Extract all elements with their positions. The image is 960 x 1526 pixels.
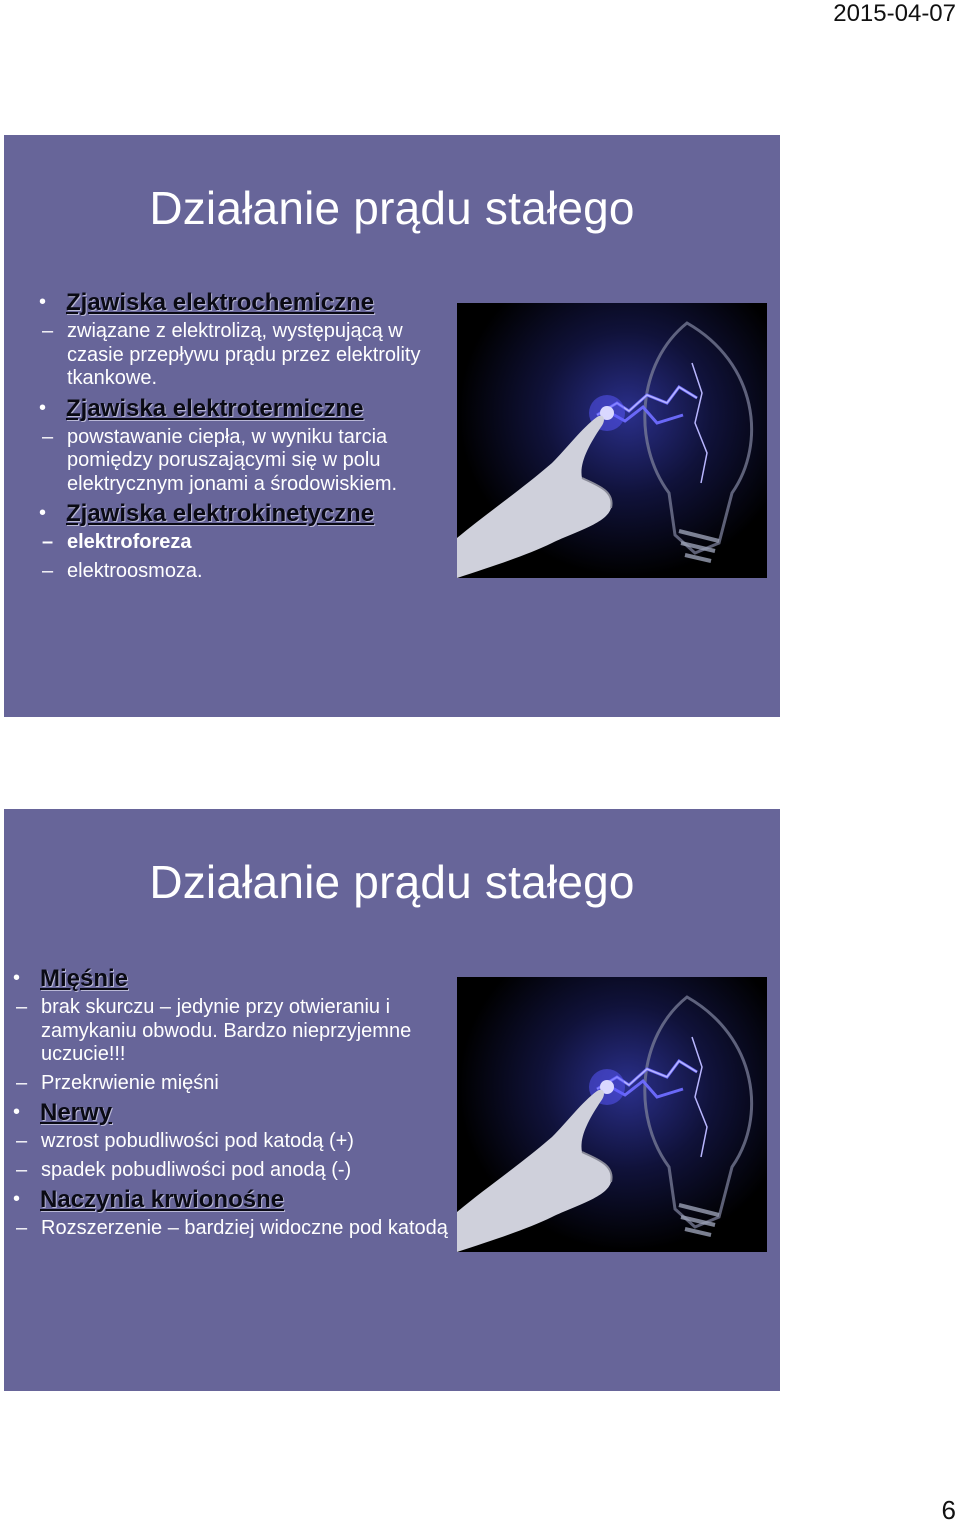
dash-icon: – (42, 531, 54, 553)
bullet-dot-icon: • (39, 502, 47, 524)
sub-item (4, 560, 427, 584)
sub-item-text: związane z elektrolizą, występującą w czasie przepływu prądu przez elektrolity tkankowe. (67, 320, 421, 389)
bullet-item (11, 965, 457, 993)
sub-item-text: brak skurczu – jedynie przy otwieraniu i zamykaniu obwodu. Bardzo nieprzyjemne uczucie!!! (41, 996, 412, 1065)
bullet-dot-icon: • (13, 967, 21, 989)
sub-item-text: elektroosmoza. (67, 559, 203, 582)
hand-touching-lightbulb-image (457, 303, 767, 578)
dash-icon: – (42, 559, 54, 582)
sub-item (4, 996, 457, 1067)
bullet-heading: Zjawiska elektrokinetyczne (66, 500, 375, 527)
bullet-heading: Zjawiska elektrochemiczne (66, 289, 375, 316)
bullet-heading: Mięśnie (40, 965, 129, 992)
hand-touching-lightbulb-image (457, 977, 767, 1252)
bullet-list (11, 961, 457, 1244)
sub-item (4, 320, 427, 391)
slide-title: Działanie prądu stałego (149, 856, 635, 908)
bullet-dot-icon: • (13, 1101, 21, 1123)
dash-icon: – (16, 1130, 28, 1152)
dash-icon: – (16, 996, 28, 1018)
bullet-item (11, 1099, 457, 1127)
dash-icon: – (42, 425, 54, 448)
bullet-heading: Zjawiska elektrotermiczne (66, 394, 364, 422)
sub-item-text: wzrost pobudliwości pod katodą (+) (41, 1130, 354, 1152)
bullet-item (37, 500, 427, 528)
sub-item (4, 1159, 457, 1183)
bullet-item (37, 289, 427, 317)
bullet-dot-icon: • (39, 396, 47, 419)
slide-2 (4, 809, 780, 1391)
sub-item-text: powstawanie ciepła, w wyniku tarcia pomiędzy poruszającymi się w polu elektrycznym jonami a środowiskiem. (67, 425, 398, 495)
bullet-dot-icon: • (13, 1188, 21, 1210)
sub-item (4, 1130, 457, 1154)
bullet-dot-icon: • (39, 291, 47, 313)
sub-item-text: Przekrwienie mięśni (41, 1071, 219, 1094)
bullet-item (37, 395, 427, 423)
bullet-heading: Nerwy (40, 1099, 113, 1126)
sub-item-text: Rozszerzenie – bardziej widoczne pod katodą (41, 1217, 448, 1239)
slide-title: Działanie prądu stałego (149, 182, 635, 234)
slide-1 (4, 135, 780, 717)
bullet-heading: Naczynia krwionośne (40, 1186, 285, 1213)
dash-icon: – (42, 320, 54, 342)
sub-item-text: spadek pobudliwości pod anodą (-) (41, 1158, 352, 1181)
dash-icon: – (16, 1217, 28, 1239)
page-number: 6 (941, 1495, 956, 1525)
page-date: 2015-04-07 (833, 0, 956, 27)
sub-item (4, 531, 427, 555)
dash-icon: – (16, 1158, 28, 1181)
bullet-item (11, 1186, 457, 1214)
dash-icon: – (16, 1071, 28, 1094)
sub-item (4, 1217, 457, 1241)
sub-item-text: elektroforeza (67, 531, 192, 553)
sub-item (4, 1072, 457, 1096)
bullet-list (37, 285, 427, 586)
sub-item (4, 426, 427, 497)
